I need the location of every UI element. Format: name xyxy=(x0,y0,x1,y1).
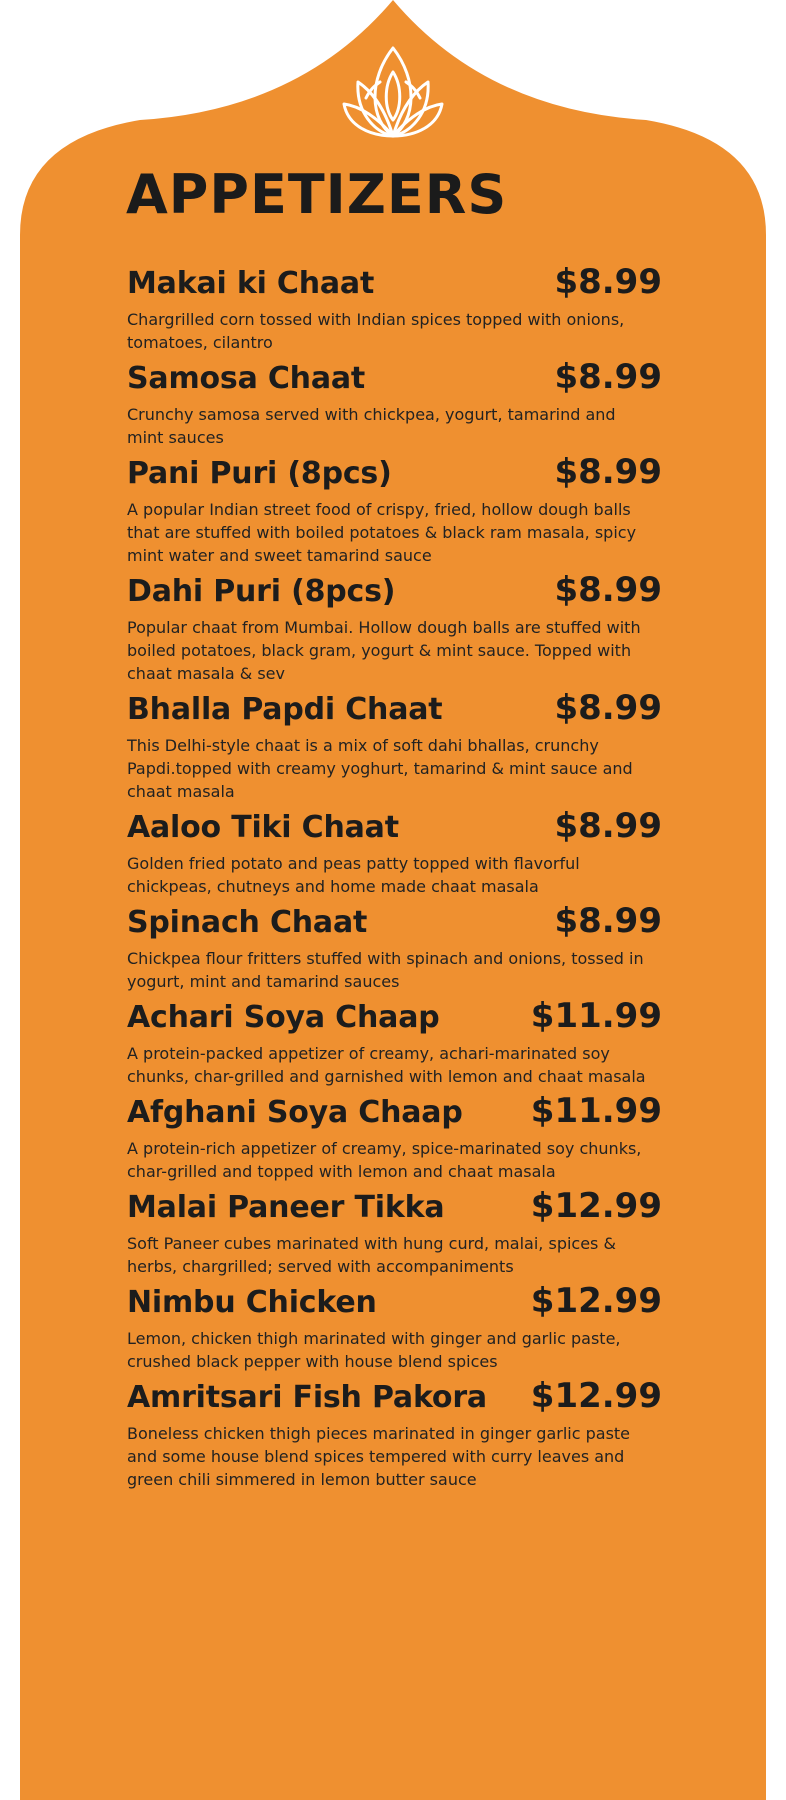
menu-item xyxy=(127,1186,662,1278)
menu-item xyxy=(127,452,662,567)
menu-item-description: Golden fried potato and peas patty topped with flavorful chickpeas, chutneys and home made chaat masala xyxy=(127,854,580,896)
menu-item-price: $8.99 xyxy=(554,806,662,846)
menu-item-header xyxy=(127,806,662,852)
menu-item-description: Chickpea flour fritters stuffed with spinach and onions, tossed in yogurt, mint and tamarind sauces xyxy=(127,949,644,991)
menu-item-name: Pani Puri (8pcs) xyxy=(127,456,392,491)
menu-item-name: Achari Soya Chaap xyxy=(127,1000,440,1035)
menu-item-description: Popular chaat from Mumbai. Hollow dough balls are stuffed with boiled potatoes, black gram, yogurt & mint sauce. Topped with chaat masala & sev xyxy=(127,618,641,683)
menu-item-name: Nimbu Chicken xyxy=(127,1285,377,1320)
menu-item-description: Boneless chicken thigh pieces marinated in ginger garlic paste and some house blend spices tempered with curry leaves and green chili simmered in lemon butter sauce xyxy=(127,1424,631,1489)
menu-item-price: $8.99 xyxy=(554,688,662,728)
menu-item-price: $12.99 xyxy=(530,1281,662,1321)
menu-item-description: Crunchy samosa served with chickpea, yogurt, tamarind and mint sauces xyxy=(127,405,616,447)
menu-item-header xyxy=(127,996,662,1042)
menu-item-header xyxy=(127,357,662,403)
menu-item-name: Amritsari Fish Pakora xyxy=(127,1380,487,1415)
menu-item xyxy=(127,1376,662,1491)
menu-item-description: Lemon, chicken thigh marinated with ginger and garlic paste, crushed black pepper with house blend spices xyxy=(127,1329,621,1371)
menu-item-name: Bhalla Papdi Chaat xyxy=(127,692,443,727)
menu-item-header xyxy=(127,570,662,616)
menu-item-price: $8.99 xyxy=(554,901,662,941)
lotus-icon xyxy=(340,40,446,140)
menu-item xyxy=(127,1091,662,1183)
menu-item xyxy=(127,996,662,1088)
menu-item xyxy=(127,806,662,898)
menu-item-name: Makai ki Chaat xyxy=(127,266,375,301)
menu-item-price: $8.99 xyxy=(554,357,662,397)
menu-item xyxy=(127,688,662,803)
menu-item-header xyxy=(127,452,662,498)
menu-item-price: $8.99 xyxy=(554,262,662,302)
page-title: APPETIZERS xyxy=(126,163,508,226)
menu-item-header xyxy=(127,1186,662,1232)
menu-item-name: Samosa Chaat xyxy=(127,361,366,396)
menu-item xyxy=(127,262,662,354)
menu-item-header xyxy=(127,262,662,308)
menu-item-name: Aaloo Tiki Chaat xyxy=(127,810,399,845)
menu-item-price: $12.99 xyxy=(530,1186,662,1226)
menu-item-price: $11.99 xyxy=(530,1091,662,1131)
menu-items-list xyxy=(127,262,662,1494)
menu-item-name: Afghani Soya Chaap xyxy=(127,1095,463,1130)
menu-item-header xyxy=(127,1376,662,1422)
menu-item-description: A protein-packed appetizer of creamy, achari-marinated soy chunks, char-grilled and garnished with lemon and chaat masala xyxy=(127,1044,646,1086)
menu-item-name: Dahi Puri (8pcs) xyxy=(127,574,396,609)
menu-item-description: Chargrilled corn tossed with Indian spices topped with onions, tomatoes, cilantro xyxy=(127,310,625,352)
menu-item-description: This Delhi-style chaat is a mix of soft dahi bhallas, crunchy Papdi.topped with creamy yoghurt, tamarind & mint sauce and chaat masala xyxy=(127,736,633,801)
menu-item-price: $11.99 xyxy=(530,996,662,1036)
menu-item-name: Malai Paneer Tikka xyxy=(127,1190,445,1225)
menu-item-description: A protein-rich appetizer of creamy, spice-marinated soy chunks, char-grilled and topped with lemon and chaat masala xyxy=(127,1139,642,1181)
menu-item xyxy=(127,357,662,449)
menu-item-header xyxy=(127,1281,662,1327)
menu-item-name: Spinach Chaat xyxy=(127,905,368,940)
menu-item-header xyxy=(127,901,662,947)
menu-item-description: Soft Paneer cubes marinated with hung curd, malai, spices & herbs, chargrilled; served with accompaniments xyxy=(127,1234,616,1276)
menu-item-price: $12.99 xyxy=(530,1376,662,1416)
menu-item xyxy=(127,1281,662,1373)
menu-item xyxy=(127,570,662,685)
menu-item xyxy=(127,901,662,993)
menu-item-price: $8.99 xyxy=(554,452,662,492)
menu-item-header xyxy=(127,1091,662,1137)
menu-item-price: $8.99 xyxy=(554,570,662,610)
menu-item-description: A popular Indian street food of crispy, fried, hollow dough balls that are stuffed with boiled potatoes & black ram masala, spicy mint water and sweet tamarind sauce xyxy=(127,500,637,565)
menu-item-header xyxy=(127,688,662,734)
